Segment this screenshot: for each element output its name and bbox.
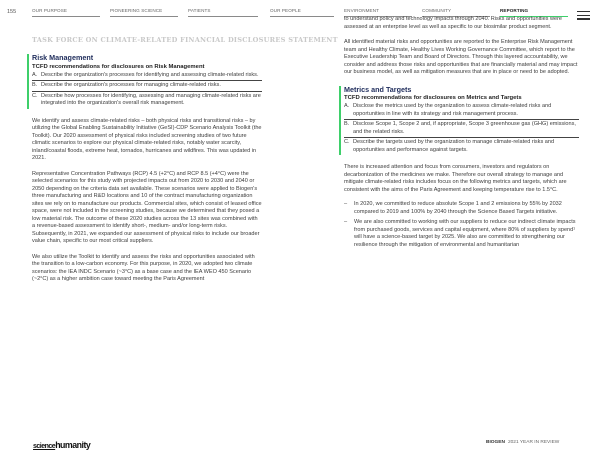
footer-report-title: 2021 YEAR IN REVIEW — [507, 440, 560, 445]
nav-item-our-purpose[interactable] — [32, 8, 67, 20]
recommendation-item — [32, 91, 262, 109]
science-humanity-logo — [33, 440, 90, 450]
nav-label: ENVIRONMENT — [344, 8, 380, 13]
nav-underline — [188, 16, 258, 17]
callout-title: Metrics and Targets — [344, 84, 412, 94]
nav-item-pioneering-science[interactable] — [110, 8, 162, 20]
bullet-text: We are also committed to working with our suppliers to reduce our indirect climate impacts from purchased goods, services and capital equipment, where 80% of suppliers by spend¹ will have a science-based target by 2025. We also are committed to strengthening our resilience through the mitigation of environmental and humanitarian — [354, 219, 576, 248]
section-heading: TASK FORCE ON CLIMATE-RELATED FINANCIAL DISCLOSURES STATEMENT — [32, 36, 338, 44]
nav-underline — [270, 16, 334, 17]
body-paragraph: We also utilize the Toolkit to identify and assess the risks and opportunities associated with the transition to a low-carbon economy. For this purpose, in 2020, we adopted two climate scenarios: the IEA INDC Scenario (~3°C) as a base case and the IEA WEO 450 Scenario (~2°C) as a higher ambition case toward meeting the Paris Agreement — [32, 253, 255, 282]
callout-subtitle: TCFD recommendations for disclosures on Metrics and Targets — [344, 95, 522, 101]
bullet-item — [344, 201, 579, 216]
recommendation-item — [32, 71, 262, 81]
body-paragraph: Representative Concentration Pathways (RCP) 4.5 (+2°C) and RCP 8.5 (+4°C) were the selected scenarios for this study with projected impacts out from 2020 to 2030 and 2040 or 2050 depending on the criteria data set available. These scenarios were applied to Biogen's three manufacturing and R&D locations and 10 of the contract manufacturing organization sites we rely on to manufacture our products. Commercial sites, which consist of leased office space, were not included in the screening studies, because we determined that they posed a low material risk. The outcome of these 2020 studies across the 13 sites was combined with a revenue-based assessment to identify short-, medium- and/or long-term risks. Subsequently, in 2021, we expanded our assessment of physical risks to include our broader value chain, specific to our most critical suppliers. — [32, 170, 262, 244]
recommendation-item — [344, 119, 579, 137]
rec-letter: C. — [32, 92, 38, 99]
callout-title: Risk Management — [32, 53, 94, 62]
nav-label: OUR PEOPLE — [270, 8, 301, 13]
right-column — [344, 16, 579, 252]
rec-letter: C. — [344, 139, 350, 145]
nav-item-patients[interactable] — [188, 8, 211, 20]
bullet-marker: – — [344, 201, 348, 207]
rec-text: Disclose the metrics used by the organization to assess climate-related risks and opportunities in line with its strategy and risk management process. — [353, 103, 552, 117]
left-column — [32, 54, 262, 284]
recommendation-item — [344, 137, 579, 155]
bullet-item — [344, 219, 579, 249]
body-paragraph: to understand policy and technology impacts through 2040. Risks and opportunities were assessed at an enterprise level as well as specific to our biosimilar product segment. — [344, 16, 563, 30]
metrics-targets-callout — [339, 86, 579, 156]
nav-underline — [110, 16, 178, 17]
recommendation-item — [32, 80, 262, 91]
nav-underline — [32, 16, 100, 17]
rec-letter: A. — [344, 103, 350, 109]
body-paragraph: We identify and assess climate-related risks – both physical risks and transitional risks – by utilizing the Global Enabling Sustainability Initiative (GeSI)-CDP Scenario Analysis Toolkit (the Toolkit). Our 2020 assessment of physical risks included screening studies of two future climatic scenarios to explore our physical climate-related risks, notably water scarcity, inland/coastal floods, extreme heat, tornados, hurricanes and wildfires. This was updated in 2021. — [32, 117, 262, 161]
logo-part-humanity: humanity — [55, 440, 91, 450]
nav-label: COMMUNITY — [422, 8, 452, 13]
footer — [486, 440, 559, 445]
body-paragraph: All identified material risks and opportunities are reported to the Enterprise Risk Management team and Healthy Climate, Healthy Lives Working Governance Committee, which report to the Executive Leadership Team and Board of Directors. Through this layered accountability, we consider and address those risks and opportunities that are financially material and may impact our business model, as well as mitigation measures that are in place or need to be adopted. — [344, 39, 578, 75]
rec-text: Describe the organization's processes for managing climate-related risks. — [41, 82, 221, 88]
logo-part-science: science — [33, 443, 56, 450]
nav-label: PATIENTS — [188, 8, 211, 13]
nav-label: REPORTING — [500, 8, 529, 13]
rec-text: Describe the targets used by the organization to manage climate-related risks and opportunities and performance against targets. — [353, 139, 555, 153]
page-number: 155 — [7, 9, 17, 15]
risk-management-callout — [27, 54, 262, 109]
callout-subtitle: TCFD recommendations for disclosures on Risk Management — [32, 63, 205, 70]
rec-text: Describe how processes for identifying, assessing and managing climate-related risks are integrated into the organization's overall risk management. — [41, 92, 261, 106]
bullet-marker: – — [344, 219, 348, 225]
rec-letter: B. — [344, 121, 350, 127]
nav-label: OUR PURPOSE — [32, 8, 68, 13]
body-paragraph: There is increased attention and focus from consumers, investors and regulators on decarbonization of the medicines we make. Therefore our overall strategy to manage and mitigate climate-related risks includes focus on the following metrics and targets, which are consistent with the aims of the Paris Agreement and keeping temperature rise to 1.5°C. — [344, 164, 567, 193]
nav-item-our-people[interactable] — [270, 8, 301, 20]
rec-letter: A. — [32, 71, 38, 78]
bullet-text: In 2020, we committed to reduce absolute Scope 1 and 2 emissions by 55% by 2032 compared to 2019 and 100% by 2040 through the Science Based Targets initiative. — [354, 201, 562, 215]
rec-text: Describe the organization's processes for identifying and assessing climate-related risks. — [41, 71, 259, 78]
rec-text: Disclose Scope 1, Scope 2 and, if appropriate, Scope 3 greenhouse gas (GHG) emissions, and the related risks. — [353, 121, 576, 135]
recommendation-item — [344, 102, 579, 119]
targets-bullet-list — [344, 201, 579, 249]
rec-letter: B. — [32, 82, 38, 88]
nav-label: PIONEERING SCIENCE — [110, 8, 163, 13]
footer-brand: BIOGEN — [486, 440, 505, 445]
